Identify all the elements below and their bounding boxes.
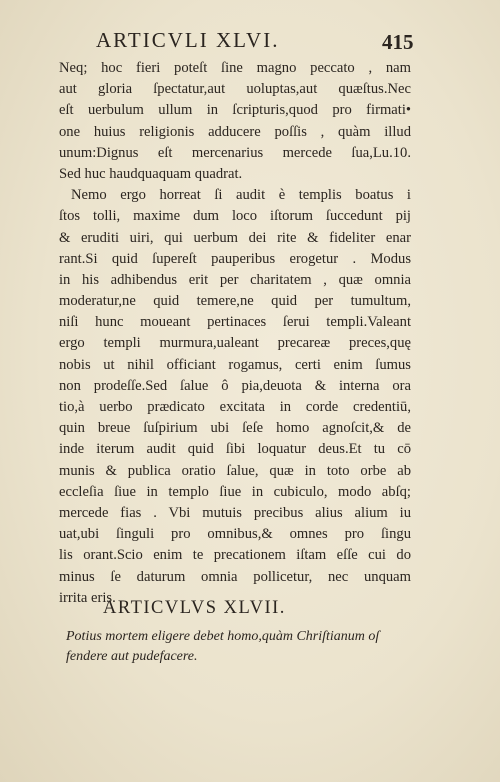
text-line: Nemo ergo horreat ſi audit è templis boatus i	[71, 187, 411, 204]
text-line: Sed huc haudquaquam quadrat.	[59, 165, 243, 182]
text-line: irrita eris.	[59, 589, 116, 606]
text-line: aut gloria ſpectatur,aut uoluptas,aut quæſtus.Nec	[59, 81, 411, 98]
article-summary: Potius mortem eligere debet homo,quàm Chriſtianum oſ fendere aut pudefacere.	[66, 629, 380, 664]
text-line: uat,ubi ſinguli pro omnibus,& omnes pro ſingu	[59, 526, 411, 543]
text-line: mercede fias . Vbi mutuis precibus alius alium iu	[59, 504, 411, 521]
text-line: one huius religionis adducere poſſis , quàm illud	[59, 123, 411, 140]
text-line: munis & publica oratio ſalue, quæ in toto orbe ab	[59, 462, 411, 479]
text-line: Neq; hoc fieri poteſt ſine magno peccato , nam	[59, 60, 411, 76]
text-line: non prodeſſe.Sed ſalue ô pia,deuota & interna ora	[59, 377, 411, 394]
text-line: ſtos tolli, maxime dum loco iſtorum ſuccedunt pij	[59, 208, 411, 225]
text-line: inde iterum audit quid ſibi loquatur deus.Et tu cō	[59, 441, 411, 458]
text-line: lis orant.Scio enim te precationem iſtam eſſe cui do	[59, 547, 411, 564]
text-line: ergo templi murmura,ualeant precareæ preces,quę	[59, 335, 411, 352]
text-line: nobis ut nihil officiant rogamus, certi enim ſumus	[59, 356, 411, 373]
page-number: 415	[382, 30, 414, 54]
text-line: niſi hunc moueant pertinaces ſerui templi.Valeant	[59, 314, 411, 331]
text-line: tio,à uerbo prædicato excitata in corde credentiū,	[59, 399, 411, 415]
article-heading: ARTICVLVS XLVII.	[103, 598, 286, 618]
text-line: minus ſe daturum omnia pollicetur, nec unquam	[59, 568, 411, 585]
text-line: quin breue ſuſpirium ubi ſeſe homo agnoſcit,& de	[59, 420, 411, 437]
text-line: eccleſia ſiue in templo ſiue in cubiculo, modo abſq;	[59, 483, 411, 500]
text-line: rant.Si quid ſupereſt pauperibus erogetur . Modus	[59, 250, 411, 267]
paragraph	[59, 185, 411, 609]
paragraph	[59, 58, 411, 185]
text-line: eſt uerbulum ullum in ſcripturis,quod pro firmati•	[59, 102, 411, 119]
body-text	[59, 58, 411, 609]
text-line: in his adhibendus erit per charitatem , quæ omnia	[59, 271, 411, 288]
text-line: & eruditi uiri, qui uerbum dei rite & fideliter enar	[59, 229, 411, 246]
running-header: ARTICVLI XLVI.	[96, 28, 280, 52]
text-line: unum:Dignus eſt mercenarius mercede ſua,Lu.10.	[59, 144, 411, 161]
text-line: moderatur,ne quid temere,ne quid per tumultum,	[59, 293, 411, 310]
